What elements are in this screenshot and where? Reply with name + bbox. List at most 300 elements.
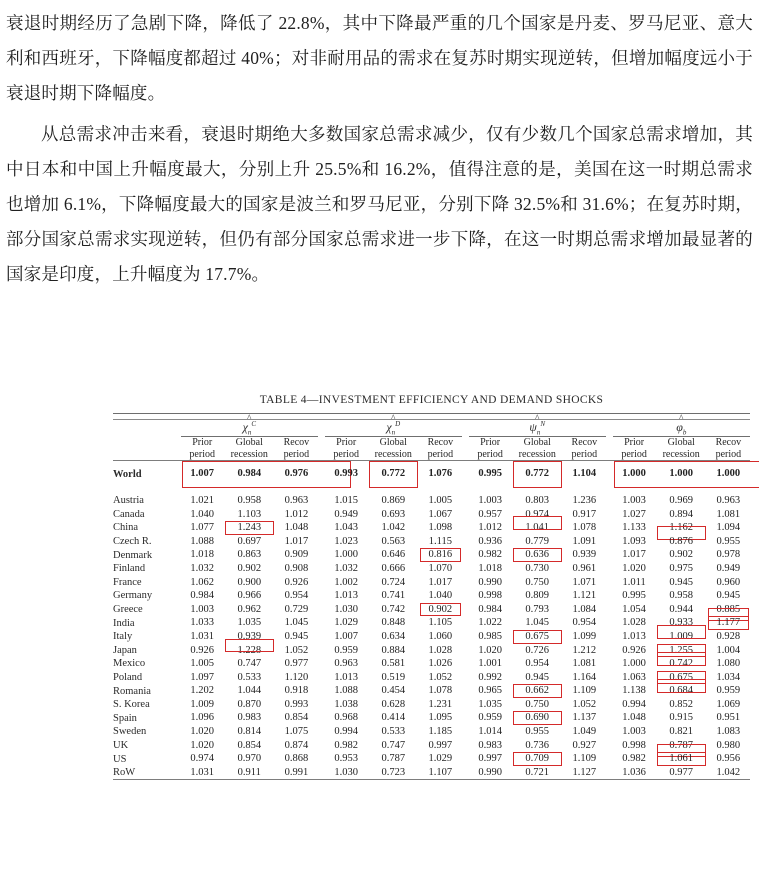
group-header-phi-b: ^ $\varphi_b$ [613, 420, 750, 437]
cell: 1.017 [428, 576, 453, 588]
table-row [113, 684, 750, 698]
cell: 1.042 [716, 766, 741, 778]
paragraph-2: 从总需求冲击来看，衰退时期绝大多数国家总需求减少，仅有少数几个国家总需求增加，其中日本和中国上升幅度最大，分别上升 25.5%和 16.2%，值得注意的是，美国在这一时期总需求也增加 6.1%，下降幅度最大的国家是波兰和罗马尼亚，分别下降 32.5%和 31.6%；在复苏时期，部分国家总需求实现逆转，但仍有部分国家总需求进一步下降，在这一时期总需求增加最显著的国家是印度，上升幅度为 17.7%。 [6, 124, 753, 284]
cell: 1.028 [428, 644, 453, 656]
row-label: Germany [113, 590, 153, 602]
cell: 0.414 [381, 712, 406, 724]
cell: 1.022 [478, 617, 502, 629]
cell: 1.035 [478, 698, 502, 710]
subheader-g2-prior: Prior period [333, 437, 359, 460]
cell: 1.062 [190, 576, 214, 588]
cell: 0.927 [572, 739, 597, 751]
cell: 0.997 [478, 753, 502, 765]
cell: 0.992 [478, 671, 502, 683]
cell: 1.133 [622, 522, 646, 534]
cell: 0.954 [525, 658, 550, 670]
cell: 1.048 [622, 712, 646, 724]
cell: 0.634 [381, 630, 406, 642]
cell: 1.070 [428, 562, 453, 574]
subheader-g4-recovery: Recov period [715, 437, 742, 460]
cell: 0.974 [190, 753, 214, 765]
cell: 0.963 [716, 494, 741, 506]
cell: 1.177 [707, 616, 750, 630]
table-row [113, 562, 750, 576]
cell: 1.045 [284, 617, 309, 629]
cell: 0.995 [622, 590, 646, 602]
cell: 1.077 [190, 522, 214, 534]
cell: 0.697 [237, 535, 262, 547]
cell: 0.852 [669, 698, 693, 710]
cell: 0.742 [381, 603, 406, 615]
cell: 1.009 [656, 630, 707, 644]
cell: 0.684 [656, 684, 707, 698]
cell: 0.675 [512, 630, 563, 644]
cell: 0.675 [656, 671, 707, 685]
cell: 0.454 [381, 685, 406, 697]
cell: 1.075 [284, 726, 309, 738]
cell: 1.013 [334, 590, 358, 602]
row-label: World [113, 468, 142, 480]
cell: 1.078 [428, 685, 453, 697]
cell: 1.093 [622, 535, 646, 547]
cell: 1.061 [656, 752, 707, 766]
cell: 1.202 [190, 685, 214, 697]
subheader-g4-recession: Global recession [662, 437, 700, 460]
cell: 1.088 [190, 535, 214, 547]
table-row [113, 589, 750, 603]
cell: 1.021 [190, 494, 214, 506]
cell: 1.020 [622, 562, 646, 574]
cell: 0.809 [525, 590, 550, 602]
cell: 0.736 [525, 739, 550, 751]
cell: 0.772 [512, 461, 563, 488]
cell: 0.990 [478, 766, 502, 778]
cell: 1.109 [572, 685, 597, 697]
row-label: Canada [113, 508, 145, 520]
investment-efficiency-table [113, 413, 750, 780]
cell: 0.863 [237, 549, 262, 561]
cell: 1.013 [622, 630, 646, 642]
cell: 0.747 [237, 658, 262, 670]
cell: 1.255 [656, 644, 707, 658]
cell: 1.032 [190, 562, 214, 574]
row-label: Finland [113, 563, 146, 575]
cell: 0.848 [381, 617, 406, 629]
table-row [113, 671, 750, 685]
cell: 0.953 [334, 753, 358, 765]
cell: 0.962 [237, 603, 262, 615]
cell: 1.107 [428, 766, 453, 778]
cell: 1.031 [190, 630, 214, 642]
cell: 1.212 [572, 644, 597, 656]
cell: 1.078 [572, 522, 597, 534]
group-header-row [113, 420, 750, 437]
row-label: Poland [113, 672, 143, 683]
cell: 1.115 [428, 535, 452, 547]
cell: 1.035 [237, 617, 262, 629]
subheader-g1-recession: Global recession [230, 437, 268, 460]
cell: 1.052 [284, 644, 309, 656]
cell: 0.944 [669, 603, 693, 615]
cell: 0.729 [284, 603, 309, 615]
cell: 0.951 [716, 712, 741, 724]
cell: 0.779 [525, 535, 550, 547]
table-4-block [113, 394, 750, 780]
row-label: RoW [113, 767, 136, 779]
cell: 1.027 [622, 508, 646, 520]
table-row [113, 725, 750, 739]
cell: 0.963 [284, 494, 309, 506]
cell: 0.900 [237, 576, 262, 588]
cell: 0.984 [190, 590, 214, 602]
cell: 1.002 [334, 576, 358, 588]
cell: 0.885 [707, 603, 750, 617]
row-label: US [113, 753, 127, 765]
cell: 1.003 [190, 603, 214, 615]
cell: 1.042 [381, 522, 406, 534]
cell: 0.957 [478, 508, 502, 520]
cell: 1.003 [622, 494, 646, 506]
cell: 1.004 [716, 644, 741, 656]
cell: 1.049 [572, 726, 597, 738]
cell: 0.982 [478, 549, 502, 561]
cell: 0.915 [669, 712, 693, 724]
table-row [113, 603, 750, 617]
cell: 0.868 [284, 753, 309, 765]
cell: 0.724 [381, 576, 406, 588]
cell: 0.939 [237, 630, 262, 642]
cell: 1.012 [478, 522, 502, 534]
cell: 1.011 [622, 576, 646, 588]
cell: 0.998 [478, 590, 502, 602]
cell: 1.067 [428, 508, 453, 520]
cell: 0.884 [381, 644, 406, 656]
cell: 1.001 [478, 658, 502, 670]
table-row [113, 616, 750, 630]
cell: 1.034 [716, 671, 741, 683]
cell: 1.045 [525, 617, 550, 629]
cell: 1.060 [428, 630, 453, 642]
cell: 0.816 [419, 548, 462, 562]
cell: 0.954 [284, 590, 309, 602]
cell: 0.876 [669, 535, 693, 547]
cell: 1.243 [224, 521, 275, 535]
cell: 0.968 [334, 712, 358, 724]
cell: 0.750 [525, 698, 550, 710]
cell: 0.994 [622, 698, 646, 710]
cell: 1.162 [656, 521, 707, 535]
cell: 0.628 [381, 698, 406, 710]
cell: 1.043 [334, 522, 358, 534]
cell: 0.945 [669, 576, 693, 588]
cell: 1.000 [622, 658, 646, 670]
cell: 1.084 [572, 603, 597, 615]
table-row [113, 644, 750, 658]
cell: 0.721 [525, 766, 550, 778]
cell: 0.814 [237, 726, 262, 738]
row-label: Sweden [113, 726, 147, 738]
cell: 1.000 [716, 468, 741, 480]
cell: 1.017 [284, 535, 309, 547]
cell: 0.803 [525, 494, 550, 506]
cell: 1.063 [622, 671, 646, 683]
row-label: Japan [113, 644, 137, 656]
cell: 0.787 [656, 739, 707, 753]
cell: 1.020 [190, 739, 214, 751]
cell: 0.909 [284, 549, 309, 561]
cell: 0.936 [478, 535, 502, 547]
row-label: India [113, 617, 135, 629]
cell: 0.690 [512, 711, 563, 725]
cell: 0.939 [572, 549, 597, 561]
cell: 0.928 [716, 630, 741, 642]
cell: 0.693 [381, 508, 406, 520]
cell: 0.960 [716, 576, 741, 588]
cell: 0.750 [525, 576, 550, 588]
cell: 1.052 [572, 698, 597, 710]
cell: 0.726 [525, 644, 550, 656]
cell: 0.958 [237, 494, 262, 506]
cell: 1.081 [716, 508, 741, 520]
cell: 0.519 [381, 671, 406, 683]
cell: 0.741 [381, 590, 406, 602]
cell: 1.097 [190, 671, 214, 683]
cell: 1.029 [334, 617, 358, 629]
cell: 0.945 [525, 671, 550, 683]
bottom-rule-row [113, 779, 750, 780]
cell: 0.945 [284, 630, 309, 642]
row-label: China [113, 522, 139, 534]
cell: 0.926 [284, 576, 309, 588]
cell: 1.030 [334, 603, 358, 615]
cell: 1.009 [190, 698, 214, 710]
cell: 1.091 [572, 535, 597, 547]
cell: 0.821 [669, 726, 693, 738]
cell: 1.103 [237, 508, 262, 520]
cell: 0.666 [381, 562, 406, 574]
table-row [113, 576, 750, 590]
cell: 0.772 [368, 461, 419, 488]
cell: 0.977 [284, 658, 309, 670]
cell: 0.902 [237, 562, 262, 574]
cell: 0.970 [237, 753, 262, 765]
cell: 0.902 [419, 603, 462, 617]
sub-header-row [113, 437, 750, 461]
cell: 0.997 [428, 739, 453, 751]
cell: 1.020 [190, 726, 214, 738]
table-row [113, 752, 750, 766]
subheader-g4-prior: Prior period [621, 437, 647, 460]
cell: 0.869 [381, 494, 406, 506]
cell: 0.926 [622, 644, 646, 656]
cell: 1.083 [716, 726, 741, 738]
table-caption: TABLE 4—INVESTMENT EFFICIENCY AND DEMAND SHOCKS [259, 394, 604, 406]
cell: 0.793 [525, 603, 550, 615]
cell: 0.918 [284, 685, 309, 697]
cell: 0.945 [716, 590, 741, 602]
cell: 1.048 [284, 522, 309, 534]
cell: 0.984 [478, 603, 502, 615]
cell: 1.098 [428, 522, 453, 534]
table-row [113, 766, 750, 780]
cell: 0.894 [669, 508, 693, 520]
row-label: Mexico [113, 658, 146, 670]
cell: 0.966 [237, 590, 262, 602]
cell: 0.723 [381, 766, 406, 778]
cell: 1.099 [572, 630, 597, 642]
table-body [113, 488, 750, 779]
cell: 1.018 [478, 562, 502, 574]
group-header-chi-c: ^ $\chi_n^C$ [181, 420, 318, 437]
row-label: Spain [113, 712, 137, 724]
cell: 1.127 [572, 766, 597, 778]
cell: 0.581 [381, 658, 406, 670]
cell: 0.983 [478, 739, 502, 751]
table-row [113, 488, 750, 508]
cell: 1.236 [572, 494, 597, 506]
cell: 0.995 [478, 468, 502, 480]
cell: 0.955 [525, 726, 550, 738]
cell: 0.854 [237, 739, 262, 751]
cell: 0.993 [334, 468, 358, 480]
cell: 1.030 [334, 766, 358, 778]
cell: 0.980 [716, 739, 741, 751]
cell: 1.020 [478, 644, 502, 656]
cell: 1.003 [622, 726, 646, 738]
cell: 1.041 [512, 521, 563, 535]
cell: 1.080 [716, 658, 741, 670]
cell: 1.031 [190, 766, 214, 778]
cell: 1.023 [334, 535, 358, 547]
cell: 1.012 [284, 508, 309, 520]
table-row [113, 521, 750, 535]
cell: 1.104 [572, 468, 597, 480]
cell: 0.961 [572, 562, 597, 574]
cell: 1.018 [190, 549, 214, 561]
cell: 1.164 [572, 671, 597, 683]
subheader-g1-recovery: Recov period [283, 437, 310, 460]
cell: 0.949 [334, 508, 358, 520]
cell: 1.138 [622, 685, 646, 697]
cell: 0.854 [284, 712, 309, 724]
subheader-g3-recovery: Recov period [571, 437, 598, 460]
cell: 1.005 [190, 658, 214, 670]
cell: 0.974 [525, 508, 550, 520]
cell: 1.038 [334, 698, 358, 710]
subheader-g1-prior: Prior period [189, 437, 215, 460]
cell: 1.228 [224, 644, 275, 658]
cell: 1.044 [237, 685, 262, 697]
cell: 1.032 [334, 562, 358, 574]
cell: 0.742 [656, 657, 707, 671]
table-row [113, 548, 750, 562]
cell: 0.985 [478, 630, 502, 642]
table-row [113, 711, 750, 725]
cell: 0.978 [716, 549, 741, 561]
cell: 1.028 [622, 617, 646, 629]
group-header-chi-d: ^ $\chi_n^D$ [325, 420, 462, 437]
subheader-g2-recovery: Recov period [427, 437, 454, 460]
cell: 0.874 [284, 739, 309, 751]
cell: 0.636 [512, 548, 563, 562]
cell: 1.000 [613, 461, 656, 488]
cell: 0.563 [381, 535, 406, 547]
row-label: Czech R. [113, 536, 152, 548]
row-label: Italy [113, 631, 133, 643]
cell: 0.976 [284, 468, 309, 480]
cell: 1.109 [572, 753, 597, 765]
cell: 0.956 [716, 753, 741, 765]
cell: 1.185 [428, 726, 453, 738]
body-text [0, 0, 759, 292]
cell: 0.982 [334, 739, 358, 751]
subheader-g3-prior: Prior period [477, 437, 503, 460]
table-row [113, 698, 750, 712]
cell: 0.730 [525, 562, 550, 574]
row-label: Greece [113, 604, 143, 616]
cell: 1.069 [716, 698, 741, 710]
cell: 0.926 [190, 644, 214, 656]
cell: 1.094 [716, 522, 741, 534]
cell: 0.969 [669, 494, 693, 506]
cell: 1.003 [478, 494, 502, 506]
group-header-psi-n: ^ $\psi_n^N$ [469, 420, 606, 437]
cell: 0.959 [478, 712, 502, 724]
cell: 0.984 [237, 468, 262, 480]
cell: 0.908 [284, 562, 309, 574]
cell: 0.949 [716, 562, 741, 574]
cell: 1.121 [572, 590, 597, 602]
cell: 0.994 [334, 726, 358, 738]
row-label: Romania [113, 685, 151, 697]
cell: 1.081 [572, 658, 597, 670]
cell: 1.054 [622, 603, 646, 615]
table-row [113, 535, 750, 549]
cell: 0.959 [716, 685, 741, 697]
cell: 0.787 [381, 753, 406, 765]
cell: 0.993 [284, 698, 309, 710]
cell: 0.998 [622, 739, 646, 751]
table-row-world [113, 461, 750, 488]
table-row [113, 657, 750, 671]
bottom-rule [113, 779, 750, 780]
cell: 1.000 [669, 468, 693, 480]
cell: 1.231 [428, 698, 453, 710]
cell: 1.000 [334, 549, 358, 561]
cell: 1.017 [622, 549, 646, 561]
cell: 1.033 [190, 617, 214, 629]
cell: 1.026 [428, 658, 453, 670]
cell: 0.983 [237, 712, 262, 724]
subheader-g3-recession: Global recession [518, 437, 556, 460]
cell: 1.071 [572, 576, 597, 588]
cell: 0.933 [669, 617, 693, 629]
table-row [113, 630, 750, 644]
cell: 0.955 [716, 535, 741, 547]
table-row [113, 739, 750, 753]
row-label: UK [113, 739, 129, 751]
cell: 1.095 [428, 712, 453, 724]
cell: 1.029 [428, 753, 453, 765]
cell: 0.646 [381, 549, 406, 561]
cell: 1.015 [334, 494, 358, 506]
cell: 1.014 [478, 726, 502, 738]
cell: 1.013 [334, 671, 358, 683]
cell: 0.965 [478, 685, 502, 697]
cell: 1.040 [190, 508, 214, 520]
cell: 0.963 [334, 658, 358, 670]
cell: 0.533 [381, 726, 406, 738]
